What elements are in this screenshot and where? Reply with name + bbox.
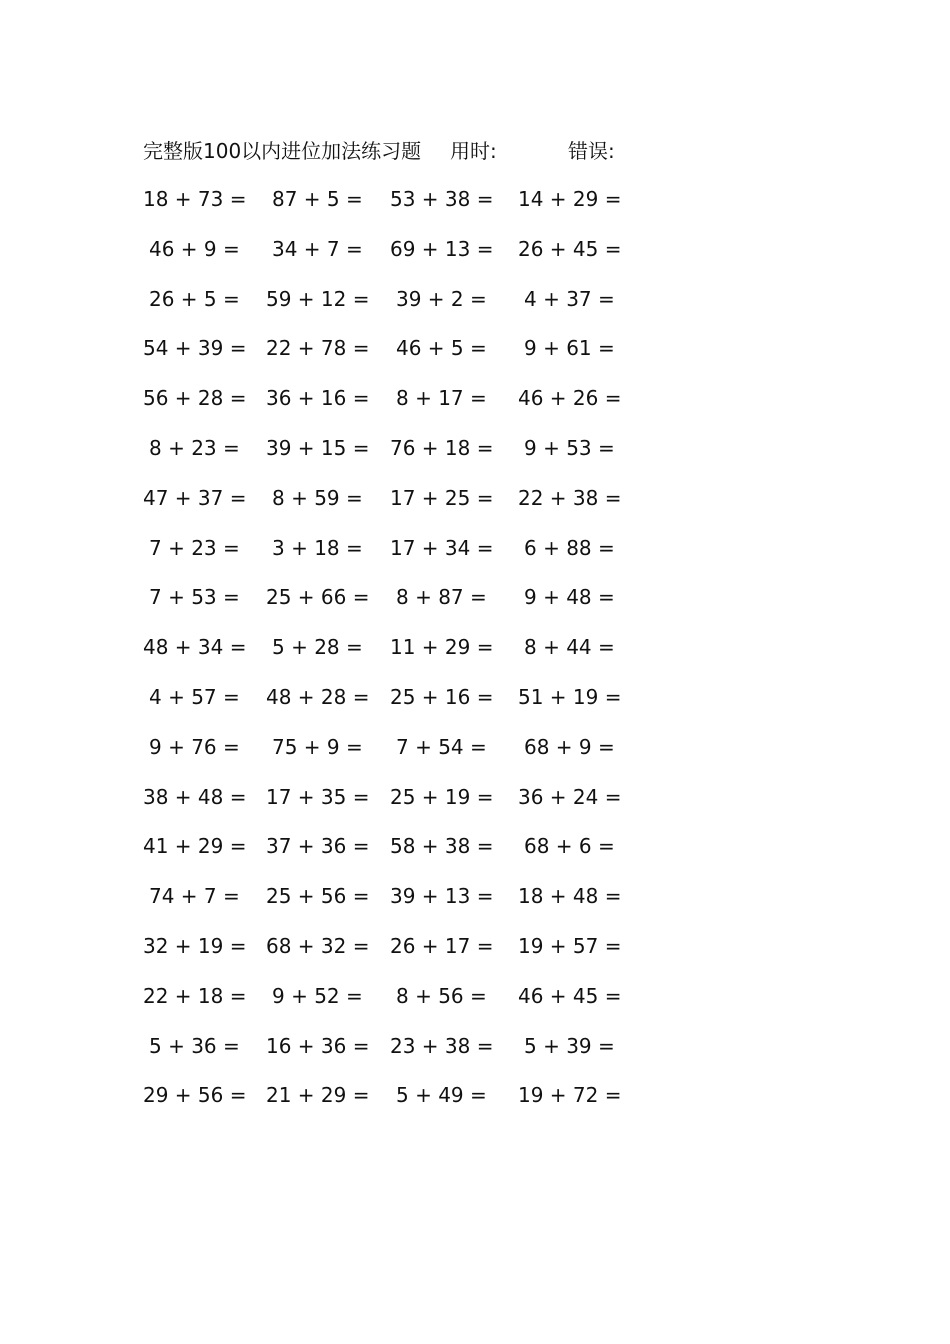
problem-cell: 48 + 34 = — [143, 635, 247, 660]
problem-cell: 47 + 37 = — [143, 485, 247, 510]
problem-cell: 22 + 18 = — [143, 983, 247, 1008]
problem-cell: 38 + 48 = — [143, 784, 247, 809]
problem-row — [0, 931, 700, 961]
problem-cell: 25 + 56 = — [266, 884, 370, 909]
problem-cell: 18 + 48 = — [518, 884, 622, 909]
problem-cell: 17 + 34 = — [390, 535, 494, 560]
problem-cell: 8 + 87 = — [396, 585, 487, 610]
worksheet-title: 完整版100以内进位加法练习题 — [143, 139, 422, 163]
problem-row — [0, 1031, 700, 1061]
problem-cell: 19 + 72 = — [518, 1083, 622, 1108]
problem-row — [0, 284, 700, 314]
problem-cell: 36 + 24 = — [518, 784, 622, 809]
problem-cell: 25 + 16 = — [390, 685, 494, 709]
problem-cell: 56 + 28 = — [143, 386, 247, 411]
problem-cell: 21 + 29 = — [266, 1083, 370, 1108]
problem-cell: 68 + 9 = — [524, 734, 615, 759]
problem-row — [0, 234, 700, 264]
problem-cell: 51 + 19 = — [518, 685, 622, 709]
problem-cell: 3 + 18 = — [272, 535, 363, 560]
problem-cell: 5 + 28 = — [272, 635, 363, 660]
problem-row — [0, 782, 700, 812]
problem-cell: 46 + 9 = — [149, 236, 240, 261]
problem-cell: 6 + 88 = — [524, 535, 615, 560]
problem-row — [0, 682, 700, 712]
problem-cell: 16 + 36 = — [266, 1033, 370, 1058]
problem-row — [0, 483, 700, 513]
problem-cell: 9 + 53 = — [524, 436, 615, 460]
problem-cell: 26 + 45 = — [518, 236, 622, 261]
problem-cell: 8 + 56 = — [396, 983, 487, 1008]
problem-row — [0, 981, 700, 1011]
problem-cell: 68 + 32 = — [266, 934, 370, 958]
problem-cell: 7 + 54 = — [396, 734, 487, 759]
problem-cell: 26 + 5 = — [149, 286, 240, 311]
problem-cell: 87 + 5 = — [272, 187, 363, 211]
errors-label: 错误: — [568, 139, 615, 163]
problem-cell: 5 + 39 = — [524, 1033, 615, 1058]
problem-cell: 14 + 29 = — [518, 187, 622, 211]
problem-cell: 58 + 38 = — [390, 834, 494, 859]
problem-row — [0, 383, 700, 413]
problem-cell: 59 + 12 = — [266, 286, 370, 311]
problem-cell: 26 + 17 = — [390, 934, 494, 958]
problem-cell: 22 + 78 = — [266, 336, 370, 361]
problem-cell: 76 + 18 = — [390, 436, 494, 460]
problem-cell: 25 + 19 = — [390, 784, 494, 809]
problem-cell: 22 + 38 = — [518, 485, 622, 510]
problem-cell: 18 + 73 = — [143, 187, 247, 211]
problem-row — [0, 533, 700, 563]
problem-row — [0, 732, 700, 762]
problem-cell: 25 + 66 = — [266, 585, 370, 610]
problem-cell: 69 + 13 = — [390, 236, 494, 261]
problem-cell: 8 + 17 = — [396, 386, 487, 411]
problem-cell: 46 + 5 = — [396, 336, 487, 361]
problem-cell: 4 + 37 = — [524, 286, 615, 311]
problem-cell: 9 + 61 = — [524, 336, 615, 361]
problem-row — [0, 881, 700, 911]
problem-cell: 11 + 29 = — [390, 635, 494, 660]
problem-row — [0, 831, 700, 861]
problem-row — [0, 1080, 700, 1110]
problem-row — [0, 582, 700, 612]
problem-cell: 8 + 23 = — [149, 436, 240, 460]
problem-cell: 23 + 38 = — [390, 1033, 494, 1058]
problem-cell: 48 + 28 = — [266, 685, 370, 709]
problem-cell: 39 + 2 = — [396, 286, 487, 311]
problem-cell: 9 + 48 = — [524, 585, 615, 610]
problem-cell: 5 + 36 = — [149, 1033, 240, 1058]
problem-cell: 29 + 56 = — [143, 1083, 247, 1108]
problem-cell: 5 + 49 = — [396, 1083, 487, 1108]
problem-cell: 46 + 45 = — [518, 983, 622, 1008]
problem-row — [0, 632, 700, 662]
problem-cell: 7 + 23 = — [149, 535, 240, 560]
problem-cell: 46 + 26 = — [518, 386, 622, 411]
problem-cell: 9 + 52 = — [272, 983, 363, 1008]
problem-cell: 8 + 59 = — [272, 485, 363, 510]
problem-cell: 68 + 6 = — [524, 834, 615, 859]
problem-cell: 53 + 38 = — [390, 187, 494, 211]
problem-cell: 17 + 25 = — [390, 485, 494, 510]
problem-cell: 4 + 57 = — [149, 685, 240, 709]
problem-cell: 36 + 16 = — [266, 386, 370, 411]
problem-cell: 37 + 36 = — [266, 834, 370, 859]
problem-cell: 9 + 76 = — [149, 734, 240, 759]
problem-row — [0, 184, 700, 214]
problem-cell: 32 + 19 = — [143, 934, 247, 958]
problem-row — [0, 333, 700, 363]
time-label: 用时: — [450, 139, 497, 163]
problem-row — [0, 433, 700, 463]
problem-cell: 74 + 7 = — [149, 884, 240, 909]
problem-cell: 19 + 57 = — [518, 934, 622, 958]
problem-cell: 34 + 7 = — [272, 236, 363, 261]
problem-cell: 17 + 35 = — [266, 784, 370, 809]
problem-cell: 39 + 13 = — [390, 884, 494, 909]
problem-cell: 39 + 15 = — [266, 436, 370, 460]
problem-cell: 7 + 53 = — [149, 585, 240, 610]
problem-cell: 75 + 9 = — [272, 734, 363, 759]
problem-cell: 41 + 29 = — [143, 834, 247, 859]
problem-cell: 54 + 39 = — [143, 336, 247, 361]
problem-cell: 8 + 44 = — [524, 635, 615, 660]
